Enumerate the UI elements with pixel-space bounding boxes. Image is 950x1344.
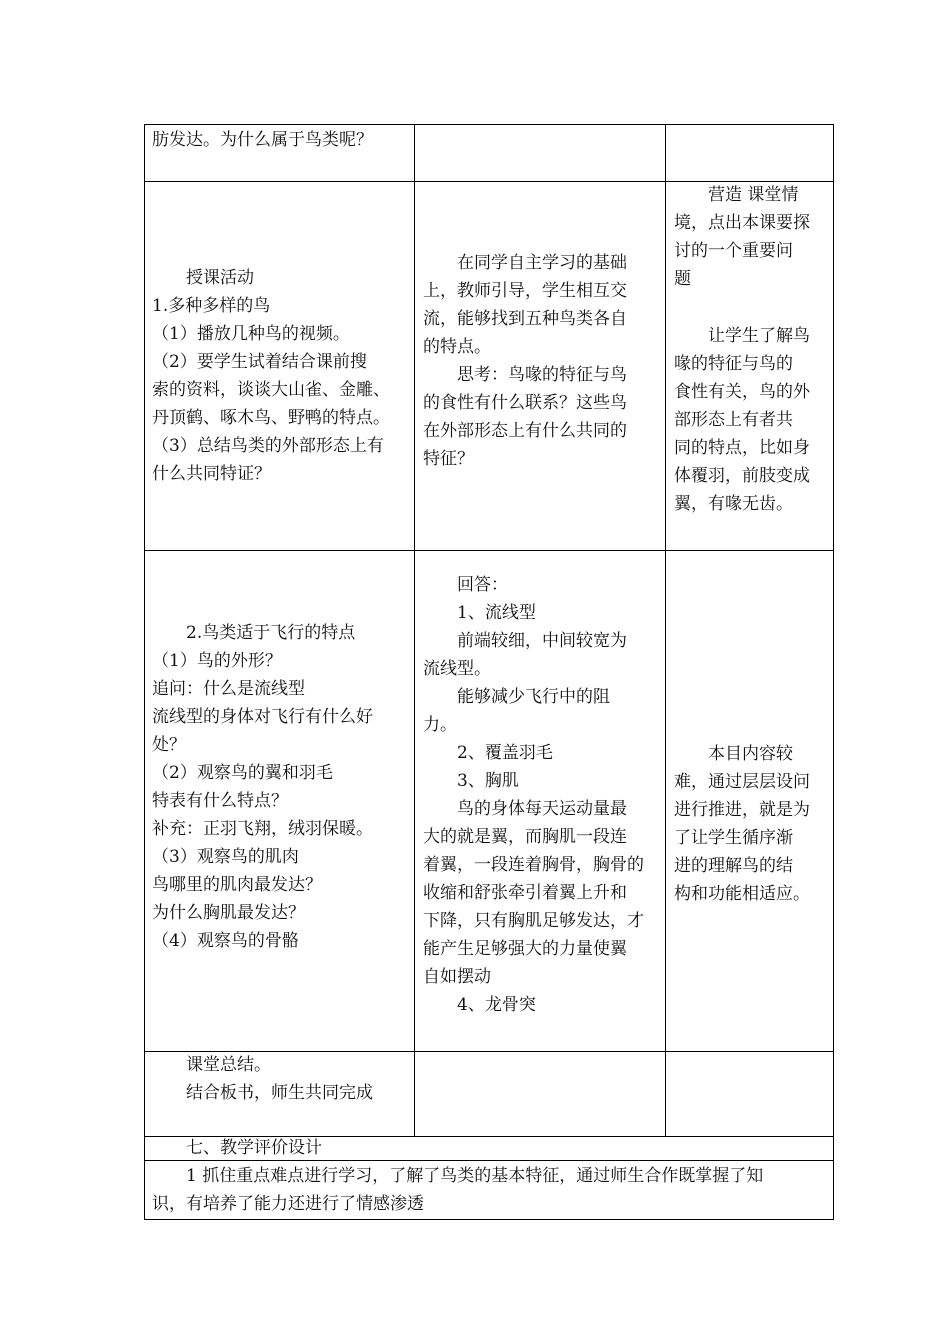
- column-divider: [665, 124, 666, 1136]
- row4-summary-text: 课堂总结。 结合板书，师生共同完成: [186, 1055, 373, 1103]
- row-divider: [144, 550, 834, 551]
- row2-student-text: 在同学自主学习的基础 上，教师引导，学生相互交 流，能够找到五种鸟类各自 的特点。 思考：鸟喙的特征与鸟 的食性有什么联系？这些鸟 在外部形态上有什么共同的 特征？: [423, 253, 627, 469]
- section7-heading: 七、教学评价设计: [186, 1138, 322, 1158]
- column-divider: [414, 124, 415, 1136]
- row2-purpose-text-b: 让学生了解鸟 喙的特征与鸟的 食性有关，鸟的外 部形态上有者共 同的特点，比如身 体覆羽，前肢变成 翼，有喙无齿。: [674, 326, 810, 514]
- row2-purpose-text-a: 营造 课堂情 境，点出本课要探 讨的一个重要问 题: [674, 185, 810, 289]
- row1-activity-text: 肪发达。为什么属于鸟类呢？: [152, 130, 373, 150]
- row3-student-text: 回答： 1、流线型 前端较细，中间较宽为 流线型。 能够减少飞行中的阻 力。 2、覆盖羽毛 3、胸肌 鸟的身体每天运动量最 大的就是翼，而胸肌一段连 着翼，一段连着胸骨，胸骨的 收缩和舒张牵引着翼上升和 下降，只有胸肌足够发达，才 能产生足够强大的力量使翼 自如摆动 4、龙骨突: [423, 575, 644, 1015]
- row3-purpose-text: 本目内容较 难，通过层层设问 进行推进，就是为 了让学生循序渐 进的理解鸟的结 构和功能相适应。: [674, 744, 810, 904]
- row2-activity-text: 授课活动 1.多种多样的鸟 （1）播放几种鸟的视频。 （2）要学生试着结合课前搜 索的资料，谈谈大山雀、金雕、 丹顶鹤、啄木鸟、野鸭的特点。 （3）总结鸟类的外部形态上有 什么共同特证？: [152, 268, 390, 484]
- section7-body: 1 抓住重点难点进行学习，了解了鸟类的基本特征，通过师生合作既掌握了知 识，有培养了能力还进行了情感渗透: [152, 1166, 764, 1214]
- row3-activity-text: 2.鸟类适于飞行的特点 （1）鸟的外形？ 追问：什么是流线型 流线型的身体对飞行有什么好 处？ （2）观察鸟的翼和羽毛 特表有什么特点？ 补充：正羽飞翔，绒羽保暖。 （3）观察鸟的肌肉 鸟哪里的肌肉最发达？ 为什么胸肌最发达？ （4）观察鸟的骨骼: [152, 623, 373, 951]
